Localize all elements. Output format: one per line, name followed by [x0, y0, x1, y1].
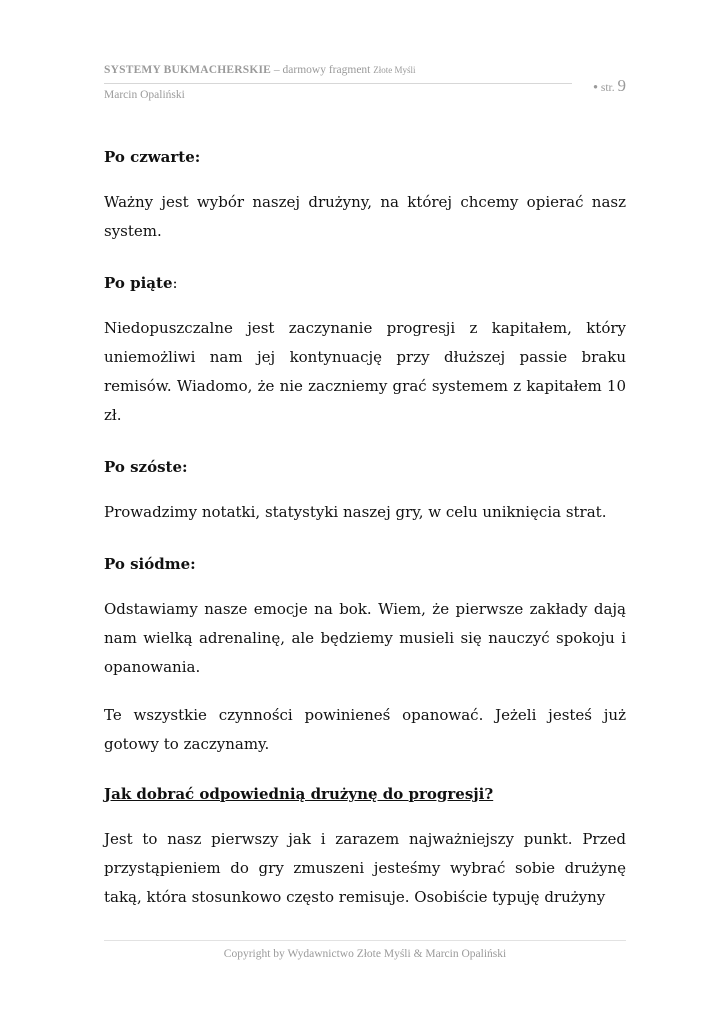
footer-copyright: Copyright by Wydawnictwo Złote Myśli & Marcin Opaliński [223, 948, 507, 960]
section-text-5: Niedopuszczalne jest zaczynanie progresji z kapitałem, który uniemożliwi nam jej kontynuację przy dłuższej passie braku remisów. Wiadomo, że nie zaczniemy grać systemem z kapitałem 10 zł. [104, 319, 626, 424]
footer-divider [104, 940, 626, 941]
page-footer [104, 940, 626, 960]
section-text-choose-team: Jest to nasz pierwszy jak i zarazem najważniejszy punkt. Przed przystąpieniem do gry zmuszeni jesteśmy wybrać sobie drużynę taką, która stosunkowo często remisuje. Osobiście typuję drużyny [104, 830, 626, 906]
header-publisher: Złote Myśli [373, 65, 416, 75]
header-fragment-label: darmowy fragment [282, 64, 374, 76]
section-text-4: Ważny jest wybór naszej drużyny, na której chcemy opierać nasz system. [104, 193, 626, 240]
bullet-icon: ● [593, 82, 598, 91]
page-number-value: 9 [617, 76, 626, 95]
section-heading-4: Po czwarte: [104, 148, 201, 166]
closing-text: Te wszystkie czynności powinieneś opanować. Jeżeli jesteś już gotowy to zaczynamy. [104, 706, 626, 753]
section-text-7: Odstawiamy nasze emocje na bok. Wiem, że pierwsze zakłady dają nam wielką adrenalinę, ale będziemy musieli się nauczyć spokoju i opanowania. [104, 600, 626, 676]
section-text-6: Prowadzimy notatki, statystyki naszej gry, w celu uniknięcia strat. [104, 503, 607, 521]
section-heading-6: Po szóste: [104, 458, 188, 476]
section-heading-choose-team: Jak dobrać odpowiednią drużynę do progresji? [104, 785, 494, 803]
section-heading-5-colon: : [172, 274, 178, 292]
page-prefix: str. [600, 82, 615, 94]
section-heading-5-text: Po piąte [104, 274, 173, 292]
page-header [104, 64, 630, 110]
header-title [104, 64, 630, 76]
header-author: Marcin Opaliński [104, 89, 185, 101]
header-divider [104, 83, 572, 84]
page-content [104, 140, 626, 912]
header-separator: – [271, 64, 283, 76]
section-heading-5 [104, 266, 626, 296]
book-title: SYSTEMY BUKMACHERSKIE [104, 64, 272, 76]
page-number [593, 76, 626, 96]
section-heading-7: Po siódme: [104, 555, 196, 573]
